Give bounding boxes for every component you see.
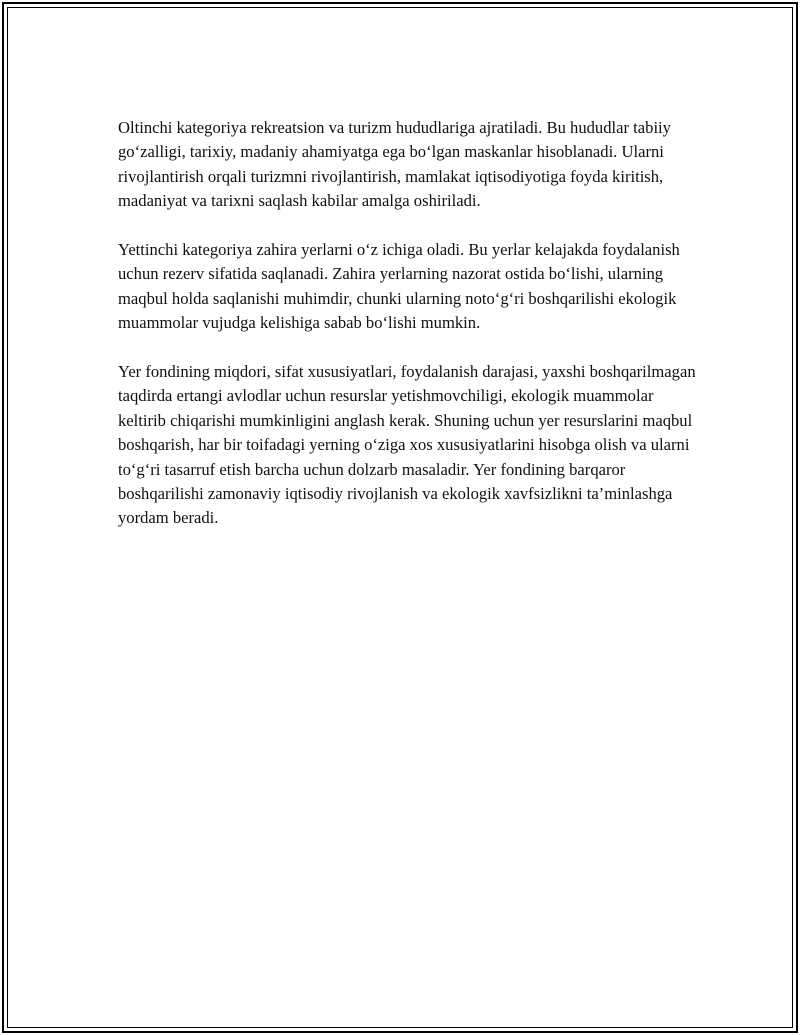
paragraph-reserve-category: Yettinchi kategoriya zahira yerlarni o‘z ichiga oladi. Bu yerlar kelajakda foydalanish uchun rezerv sifatida saqlanadi. Zahira yerlarning nazorat ostida bo‘lishi, ularning maqbul holda saqlanishi muhimdir, chunki ularning noto‘g‘ri boshqarilishi ekologik muammolar vujudga kelishiga sabab bo‘lishi mumkin. [118,240,680,333]
paragraph-land-fund-management: Yer fondining miqdori, sifat xususiyatlari, foydalanish darajasi, yaxshi boshqarilmagan taqdirda ertangi avlodlar uchun resurslar yetishmovchiligi, ekologik muammolar keltirib chiqarishi mumkinligini anglash kerak. Shuning uchun yer resurslarini maqbul boshqarish, har bir toifadagi yerning o‘ziga xos xususiyatlarini hisobga olish va ularni to‘g‘ri tasarruf etish barcha uchun dolzarb masaladir. Yer fondining barqaror boshqarilishi zamonaviy iqtisodiy rivojlanish va ekologik xavfsizlikni ta’minlashga yordam beradi. [118,362,696,528]
paragraph-recreational-category: Oltinchi kategoriya rekreatsion va turizm hududlariga ajratiladi. Bu hududlar tabiiy go‘zalligi, tarixiy, madaniy ahamiyatga ega bo‘lgan maskanlar hisoblanadi. Ularni rivojlantirish orqali turizmni rivojlantirish, mamlakat iqtisodiyotiga foyda kiritish, madaniyat va tarixni saqlash kabilar amalga oshiriladi. [118,118,671,211]
document-body [118,116,698,555]
